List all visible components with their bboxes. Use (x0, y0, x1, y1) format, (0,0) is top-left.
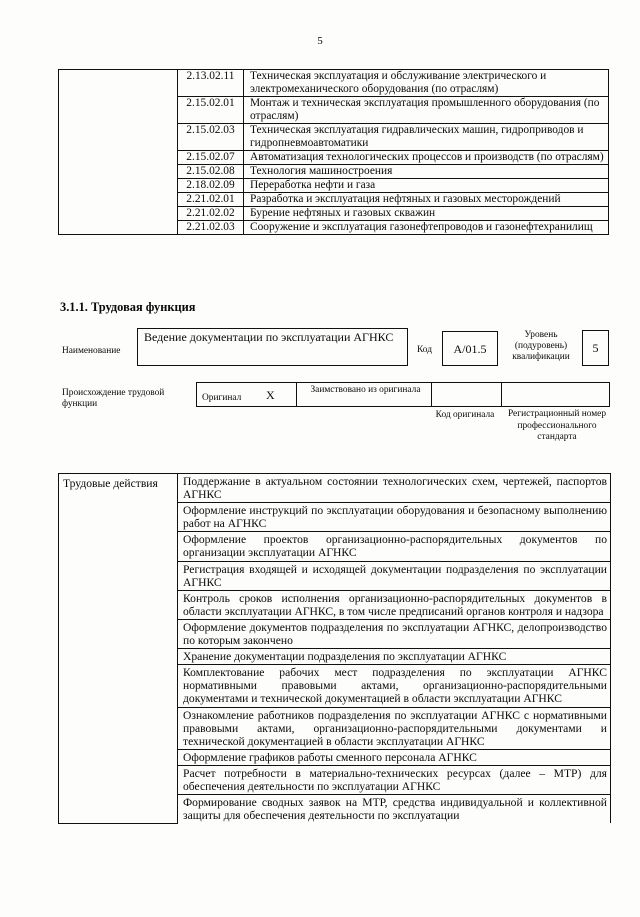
origin-label: Происхождение трудовой функции (62, 388, 165, 409)
labor-action-item: Оформление инструкций по эксплуатации оборудования и безопасному выполнению работ на АГНКС (178, 503, 611, 532)
code-name-cell: Автоматизация технологических процессов и производств (по отраслям) (244, 151, 609, 165)
code-row (59, 165, 609, 179)
blank-cell (59, 124, 178, 151)
origin-divider (296, 383, 297, 406)
education-codes-table (58, 69, 609, 235)
code-cell: 2.18.02.09 (178, 179, 244, 193)
blank-cell (59, 97, 178, 124)
code-label: Код (417, 345, 432, 355)
labor-action-item: Регистрация входящей и исходящей документации подразделения по эксплуатации АГНКС (178, 561, 611, 590)
borrowed-label: Заимствовано из оригинала (310, 385, 421, 395)
registration-number-label: Регистрационный номер профессионального стандарта (507, 409, 607, 442)
blank-cell (59, 151, 178, 165)
code-row (59, 193, 609, 207)
code-row (59, 70, 609, 97)
blank-cell (59, 70, 178, 97)
code-row (59, 124, 609, 151)
code-cell: 2.13.02.11 (178, 70, 244, 97)
labor-action-item: Оформление документов подразделения по эксплуатации АГНКС, делопроизводство по которым закончено (178, 619, 611, 648)
original-mark: X (266, 388, 275, 402)
function-name-field: Ведение документации по эксплуатации АГНКС (137, 328, 408, 366)
labor-action-item: Оформление проектов организационно-распорядительных документов по организации эксплуатации АГНКС (178, 532, 611, 561)
labor-action-item: Комплектование рабочих мест подразделения по эксплуатации АГНКС нормативными правовыми актами, организационно-распорядительными документами и технической документацией в области эксплуатации АГНКС (178, 665, 611, 707)
origin-divider (431, 383, 432, 406)
code-cell: 2.15.02.03 (178, 124, 244, 151)
code-original-label: Код оригинала (435, 410, 495, 420)
labor-action-item: Формирование сводных заявок на МТР, средства индивидуальной и коллективной защиты для обеспечения деятельности по эксплуатации (178, 795, 611, 824)
code-row (59, 179, 609, 193)
code-cell: 2.21.02.02 (178, 207, 244, 221)
code-name-cell: Бурение нефтяных и газовых скважин (244, 207, 609, 221)
code-name-cell: Техническая эксплуатация гидравлических машин, гидроприводов и гидропневмоавтоматики (244, 124, 609, 151)
code-row (59, 221, 609, 235)
labor-action-item: Хранение документации подразделения по эксплуатации АГНКС (178, 649, 611, 665)
origin-box (196, 382, 610, 407)
original-label: Оригинал (202, 393, 242, 403)
code-row (59, 207, 609, 221)
section-heading: 3.1.1. Трудовая функция (60, 300, 196, 314)
qualification-level-label: Уровень (подуровень) квалификации (512, 330, 570, 362)
origin-divider (501, 383, 502, 406)
blank-cell (59, 221, 178, 235)
labor-actions-label: Трудовые действия (59, 474, 178, 824)
labor-action-item: Ознакомление работников подразделения по эксплуатации АГНКС с нормативными правовыми актами, организационно-распорядительными документами и технической документацией в области эксплуатации АГНКС (178, 707, 611, 749)
labor-actions-table (58, 473, 611, 824)
code-cell: 2.15.02.01 (178, 97, 244, 124)
code-name-cell: Переработка нефти и газа (244, 179, 609, 193)
labor-action-item: Контроль сроков исполнения организационно-распорядительных документов в области эксплуатации АГНКС, в том числе предписаний органов контроля и надзора (178, 590, 611, 619)
labor-action-item: Расчет потребности в материально-технических ресурсах (далее – МТР) для обеспечения деятельности по эксплуатации АГНКС (178, 765, 611, 794)
code-cell: 2.21.02.03 (178, 221, 244, 235)
qualification-level-field: 5 (582, 330, 609, 366)
labor-action-item: Оформление графиков работы сменного персонала АГНКС (178, 749, 611, 765)
labor-action-item: Поддержание в актуальном состоянии технологических схем, чертежей, паспортов АГНКС (178, 474, 611, 503)
code-name-cell: Монтаж и техническая эксплуатация промышленного оборудования (по отраслям) (244, 97, 609, 124)
name-label: Наименование (62, 346, 121, 356)
blank-cell (59, 207, 178, 221)
blank-cell (59, 165, 178, 179)
code-name-cell: Разработка и эксплуатация нефтяных и газовых месторождений (244, 193, 609, 207)
blank-cell (59, 193, 178, 207)
code-row (59, 151, 609, 165)
code-row (59, 97, 609, 124)
labor-action-row (59, 474, 611, 503)
page-number: 5 (317, 35, 323, 47)
code-cell: 2.15.02.07 (178, 151, 244, 165)
code-cell: 2.15.02.08 (178, 165, 244, 179)
code-name-cell: Техническая эксплуатация и обслуживание электрического и электромеханического оборудования (по отраслям) (244, 70, 609, 97)
code-name-cell: Сооружение и эксплуатация газонефтепроводов и газонефтехранилищ (244, 221, 609, 235)
blank-cell (59, 179, 178, 193)
code-name-cell: Технология машиностроения (244, 165, 609, 179)
function-code-field: A/01.5 (442, 331, 498, 366)
code-cell: 2.21.02.01 (178, 193, 244, 207)
